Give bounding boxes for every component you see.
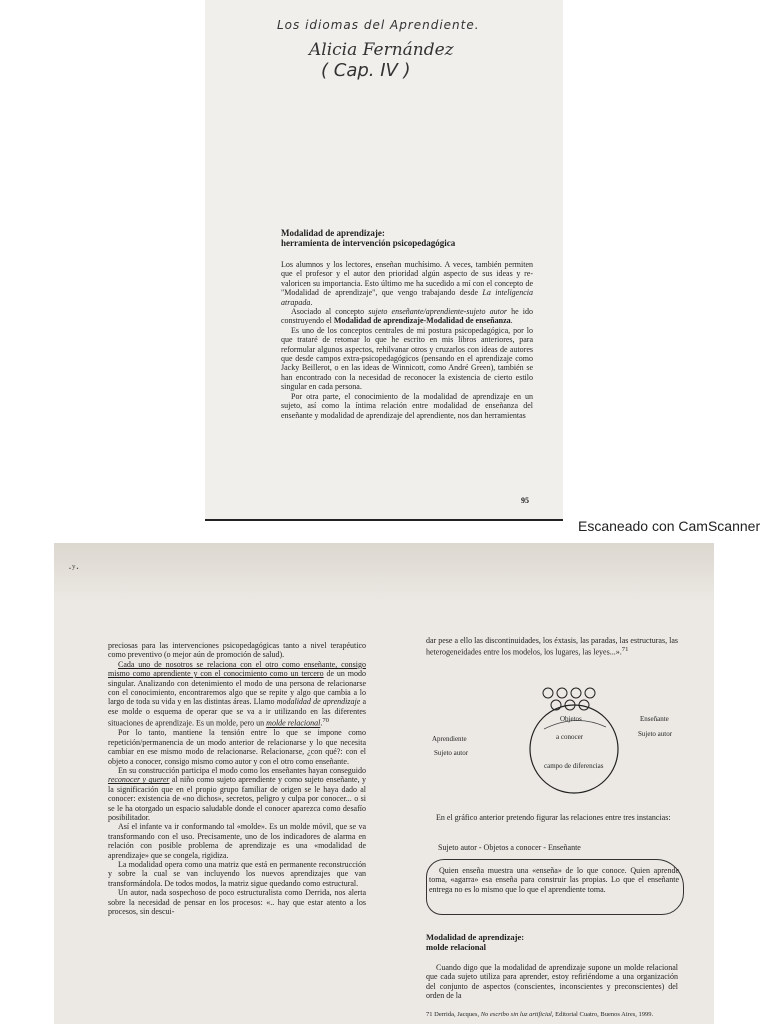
book-title: La inteligencia atrapada (281, 288, 533, 307)
section-heading-2-line-2: molde relacional (426, 942, 487, 952)
page-95-body (281, 260, 533, 420)
left-paragraph-2: Cada uno de nosotros se relaciona con el otro como enseñante, consigo mismo como aprendiente y con el conocimiento como un tercero de un modo singular. Analizando con detenimiento el modo de una persona de relacionarse con el conocimiento, encontraremos algo que se repite y algo que cambia a lo largo de toda su vida y en las distintas áreas. Llamo modalidad de aprendizaje a ese molde o esquema de operar que se va a ir utilizando en las diferentes situaciones de aprendizaje. Es un molde, pero un molde relacional.$^{70}$ (108, 659, 366, 728)
left-paragraph-1: preciosas para las intervenciones psicopedagógicas tanto a nivel terapéutico como preventivo (o mejor aún de promoción de salud). (108, 641, 366, 660)
paragraph-3: Es uno de los conceptos centrales de mi postura psicopedagógica, por lo que trataré de retomar lo que he escrito en mis libros anteriores, para reformular algunos aspectos, rehilvanar otros y cruzarlos con ideas de autores que desde campos extra-psicopedagógicos (pensando en el aprendizaje como Jacky Beillerot, o en las ideas de Winnicott, como André Green), también se han encontrado con la necesidad de reconocer la existencia de cierto estilo singular en cada persona. (281, 325, 533, 392)
label-a-conocer: a conocer (556, 733, 584, 741)
diagram-graphic (426, 683, 686, 803)
right-paragraph-2-wrap (426, 813, 678, 822)
footnote-71: 71 Derrida, Jacques, No escribo sin luz artificial, Editorial Cuatro, Buenos Aires, 1999. (426, 1011, 654, 1018)
label-sujeto-autor-right: Sujeto autor (638, 730, 673, 738)
footnote-ref-70: 70 (322, 717, 329, 725)
left-column (108, 641, 366, 916)
paragraph-1: Los alumnos y los lectores, enseñan muchísimo. A veces, también permiten que el profesor y el autor den prioridad algún aspecto de sus ideas y re-valoricen su importancia. Esto último me ha sucedido a mí con el concepto de "Modalidad de aprendizaje", que vengo trabajando desde La inteligencia atrapada. (281, 260, 533, 307)
scan-mark: ·ʸ· (68, 561, 80, 575)
right-paragraph-4: Cuando digo que la modalidad de aprendizaje supone un molde relacional que cada sujeto utiliza para aprender, estoy refiriéndome a una organización del conjunto de aspectos (conscientes, inconscientes y preconscientes) del orden de la (426, 963, 678, 1001)
label-sujeto-autor-left: Sujeto autor (434, 749, 469, 757)
footnote-ref-71: 71 (621, 646, 629, 654)
paragraph-2: Asociado al concepto sujeto enseñante/aprendiente-sujeto autor he ido construyendo el Modalidad de aprendizaje-Modalidad de enseñanza. (281, 307, 533, 326)
left-paragraph-6: La modalidad opera como una matriz que está en permanente reconstrucción y sobre la cual se van incluyendo los nuevos aprendizajes que van transformándola. De todos modos, la matriz sigue quedando como estructural. (108, 860, 366, 888)
right-column-top (426, 636, 678, 657)
scanned-page-spread (54, 543, 714, 1024)
left-paragraph-7: Un autor, nada sospechoso de poco estructuralista como Derrida, nos alerta sobre la necesidad de pensar en los procesos: «.. hay que estar atento a los procesos, sin descui- (108, 888, 366, 917)
left-paragraph-4: En su construcción participa el modo como los enseñantes hayan conseguido reconocer y querer al niño como sujeto aprendiente y como sujeto enseñante, y la significación que en el propio grupo familiar de origen se le haya dado al conocer: existencia de «no dichos», secretos, peligro y culpa por conocer... o si se le ha otorgado un espacio saludable donde el conocer aparezca como desafío posibilitador. (108, 765, 366, 822)
left-paragraph-3: Por lo tanto, mantiene la tensión entre lo que se impone como repetición/permanencia de un modo anterior de relacionarse y lo que necesita cambiar en ese mismo modo de relacionarse. Relacionarse, ¿con qué?: con el objeto a conocer, consigo mismo como autor y con el otro como enseñante. (108, 728, 366, 766)
page-number: 95 (521, 496, 529, 505)
scanned-page-95 (205, 0, 563, 520)
paragraph-4: Por otra parte, el conocimiento de la modalidad de aprendizaje en un sujeto, así como la íntima relación entre modalidad de enseñanza del enseñante y modalidad de aprendizaje del aprendiente, nos dan herramientas (281, 391, 533, 420)
section-heading-line-2: herramienta de intervención psicopedagógica (281, 238, 456, 248)
label-aprendiente: Aprendiente (432, 735, 467, 743)
camscanner-watermark: Escaneado con CamScanner (578, 518, 761, 534)
handwritten-author: Alicia Fernández (309, 40, 454, 60)
label-objetos: Objetos (560, 715, 582, 723)
page-edge-divider (205, 519, 563, 521)
label-campo: campo de diferencias (544, 762, 604, 770)
relations-diagram (426, 683, 686, 803)
handwritten-chapter: ( Cap. IV ) (321, 60, 411, 81)
right-paragraph-4-wrap (426, 963, 678, 1001)
label-ensenante: Enseñante (640, 715, 669, 723)
left-paragraph-5: Así el infante va ir conformando tal «molde». Es un molde móvil, que se va transformando con el uso. Precisamente, uno de los indicadores de alarma en relación con posible problema de aprendizaje es una «modalidad de aprendizaje» que se congela, rigidiza. (108, 822, 366, 860)
right-paragraph-2: En el gráfico anterior pretendo figurar las relaciones entre tres instancias: (436, 813, 671, 822)
scan-shadow (54, 543, 714, 603)
three-instances-line: Sujeto autor - Objetos a conocer - Enseñante (438, 843, 581, 852)
section-heading-line-1: Modalidad de aprendizaje: (281, 228, 385, 238)
right-paragraph-1: dar pese a ello las discontinuidades, los éxtasis, las paradas, las estructuras, las heterogeneidades entre los modelos, los lugares, las leyes...».$^{71}$ (426, 636, 678, 658)
section-heading (281, 228, 541, 248)
right-paragraph-3: Quien enseña muestra una «enseña» de lo que conoce. Quien aprende toma, «agarra» esa enseña para construir las propias. Lo que el enseñante entrega no es lo mismo que lo que el aprendiente toma. (429, 866, 679, 894)
section-heading-2-line-1: Modalidad de aprendizaje: (426, 932, 525, 942)
boxed-paragraph (429, 866, 679, 894)
section-heading-2 (426, 932, 676, 952)
handwritten-title: Los idiomas del Aprendiente. (277, 18, 480, 32)
